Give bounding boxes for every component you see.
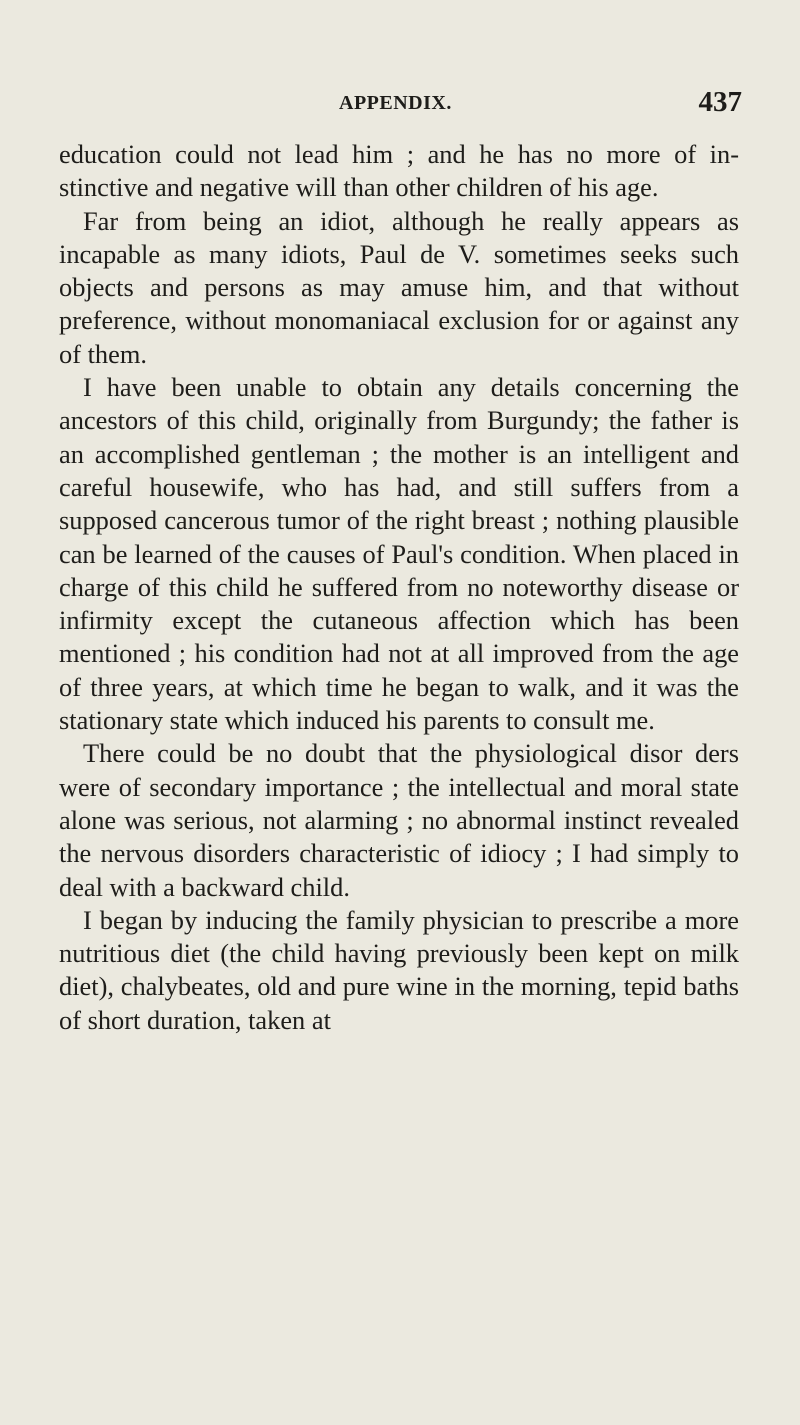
body-text xyxy=(59,138,739,1037)
running-title: APPENDIX. xyxy=(339,92,452,114)
paragraph: education could not lead him ; and he has no more of in stinctive and negative will than other children of his age. xyxy=(59,139,739,203)
page-number: 437 xyxy=(698,86,742,118)
paragraph: I began by inducing the family physician to prescribe a more nutritious diet (the child having previously been kept on milk diet), chalybeates, old and pure wine in the morning, tepid baths of short duration, taken at xyxy=(59,904,739,1035)
paragraph: I have been unable to obtain any details concerning the ancestors of this child, originally from Burgundy; the father is an accomplished gentleman ; the mother is an intelligent and careful housewife, who has had, and still suffers from a supposed cancerous tumor of the right breast ; nothing plausible can be learned of the causes of Paul's condition. When placed in charge of this child he suffered from no noteworthy disease or infirmity except the cutaneous affection which has been mentioned ; his condition had not at all improved from the age of three years, at which time he began to walk, and it was the stationary state which induced his parents to consult me. xyxy=(59,372,739,736)
paragraph: There could be no doubt that the physiological disor ders were of secondary importance ; the intellectual and moral state alone was serious, not alarming ; no abnormal instinct revealed the nervous disorders characteristic of idiocy ; I had simply to deal with a backward child. xyxy=(59,738,739,902)
running-head xyxy=(0,86,800,132)
paragraph: Far from being an idiot, although he really appears as incapable as many idiots, Paul de V. sometimes seeks such objects and persons as may amuse him, and that without preference, without monomaniacal exclusion for or against any of them. xyxy=(59,205,739,369)
